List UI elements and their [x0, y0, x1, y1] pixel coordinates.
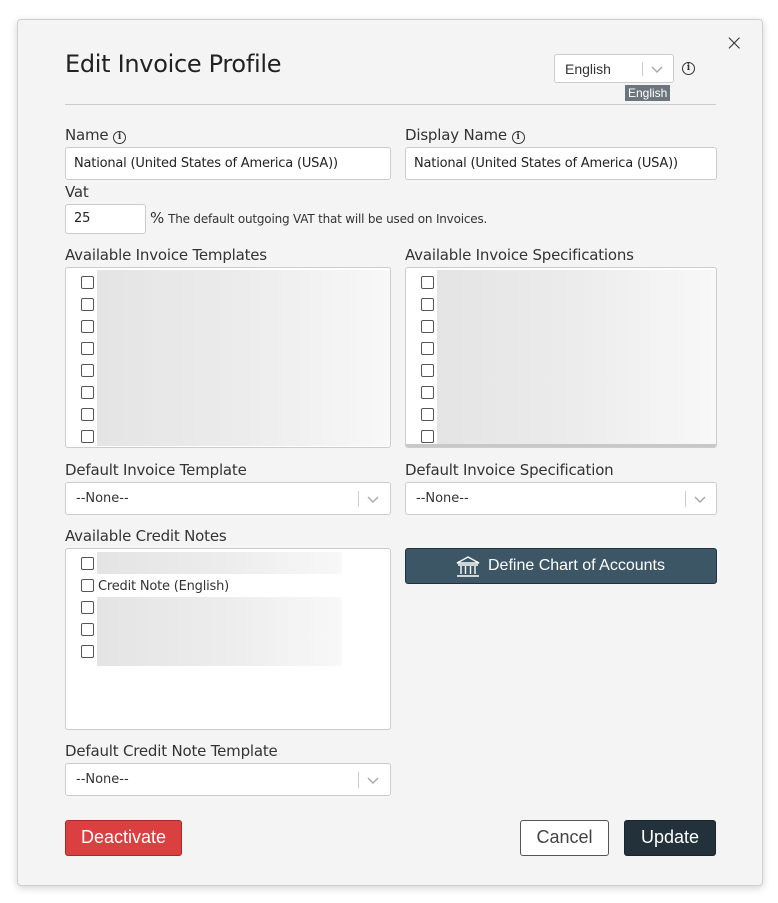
credit-notes-list[interactable]	[65, 548, 391, 730]
specification-checkbox[interactable]	[421, 342, 434, 355]
dialog-title: Edit Invoice Profile	[65, 50, 282, 78]
close-icon[interactable]: ×	[725, 31, 744, 56]
name-label	[65, 126, 126, 144]
name-input[interactable]: National (United States of America (USA))	[65, 147, 391, 180]
default-credit-note-value: --None--	[76, 772, 129, 787]
template-checkbox[interactable]	[81, 342, 94, 355]
credit-note-checkbox[interactable]	[81, 601, 94, 614]
credit-note-label: Credit Note (English)	[98, 579, 230, 594]
language-select-value: English	[565, 61, 611, 77]
chevron-down-icon	[366, 773, 380, 787]
specification-checkbox[interactable]	[421, 298, 434, 311]
credit-notes-label: Available Credit Notes	[65, 527, 227, 545]
specification-checkbox[interactable]	[421, 276, 434, 289]
chevron-down-icon	[693, 492, 707, 506]
default-template-select[interactable]	[65, 482, 391, 515]
name-label-text: Name	[65, 126, 109, 144]
invoice-specifications-list[interactable]	[405, 267, 717, 448]
credit-note-checkbox[interactable]	[81, 579, 94, 592]
deactivate-button[interactable]: Deactivate	[65, 820, 182, 856]
bank-icon	[456, 556, 480, 578]
redacted-content	[97, 270, 390, 446]
invoice-templates-label: Available Invoice Templates	[65, 246, 267, 264]
template-checkbox[interactable]	[81, 364, 94, 377]
default-credit-note-label: Default Credit Note Template	[65, 742, 278, 760]
display-name-label-text: Display Name	[405, 126, 507, 144]
specification-checkbox[interactable]	[421, 364, 434, 377]
template-checkbox[interactable]	[81, 276, 94, 289]
define-chart-of-accounts-button[interactable]	[405, 548, 717, 584]
default-specification-select[interactable]	[405, 482, 717, 515]
language-select[interactable]	[554, 54, 674, 83]
redacted-content	[97, 552, 342, 574]
select-separator	[358, 491, 359, 507]
vat-label: Vat	[65, 183, 89, 201]
select-separator	[642, 62, 643, 76]
default-template-value: --None--	[76, 491, 129, 506]
template-checkbox[interactable]	[81, 386, 94, 399]
credit-note-checkbox[interactable]	[81, 623, 94, 636]
template-checkbox[interactable]	[81, 408, 94, 421]
invoice-templates-list[interactable]	[65, 267, 391, 448]
display-name-input[interactable]: National (United States of America (USA))	[405, 147, 717, 180]
info-icon[interactable]: i	[512, 131, 525, 144]
vat-hint-text: The default outgoing VAT that will be used on Invoices.	[168, 212, 488, 226]
vat-input[interactable]: 25	[65, 204, 146, 234]
credit-note-checkbox[interactable]	[81, 645, 94, 658]
language-badge: English	[625, 85, 670, 101]
chevron-down-icon	[650, 62, 664, 76]
credit-note-checkbox[interactable]	[81, 557, 94, 570]
info-icon[interactable]: i	[682, 62, 695, 75]
define-chart-of-accounts-label: Define Chart of Accounts	[488, 557, 665, 574]
select-separator	[358, 772, 359, 788]
template-checkbox[interactable]	[81, 320, 94, 333]
select-separator	[685, 491, 686, 507]
default-credit-note-select[interactable]	[65, 763, 391, 796]
specification-checkbox[interactable]	[421, 320, 434, 333]
update-button[interactable]: Update	[624, 820, 716, 856]
invoice-specifications-label: Available Invoice Specifications	[405, 246, 634, 264]
redacted-content	[437, 270, 716, 446]
default-specification-label: Default Invoice Specification	[405, 461, 614, 479]
default-template-label: Default Invoice Template	[65, 461, 247, 479]
vat-hint	[150, 209, 487, 227]
specification-checkbox[interactable]	[421, 430, 434, 443]
horizontal-scrollbar[interactable]	[406, 444, 716, 447]
template-checkbox[interactable]	[81, 298, 94, 311]
info-icon[interactable]: i	[113, 131, 126, 144]
edit-invoice-profile-dialog	[17, 19, 763, 886]
template-checkbox[interactable]	[81, 430, 94, 443]
cancel-button[interactable]: Cancel	[520, 820, 609, 856]
default-specification-value: --None--	[416, 491, 469, 506]
chevron-down-icon	[366, 492, 380, 506]
specification-checkbox[interactable]	[421, 408, 434, 421]
specification-checkbox[interactable]	[421, 386, 434, 399]
vat-unit: %	[150, 209, 165, 227]
header-divider	[65, 104, 716, 105]
display-name-label	[405, 126, 525, 144]
redacted-content	[97, 597, 342, 666]
